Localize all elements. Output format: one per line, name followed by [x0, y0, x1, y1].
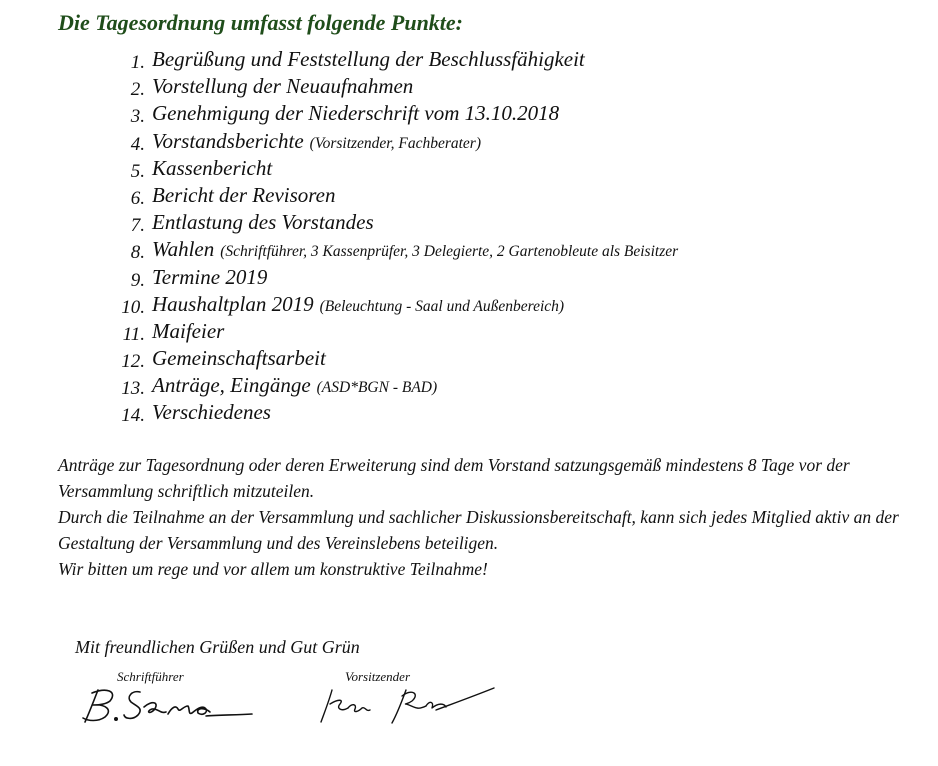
agenda-item-number: 2.	[130, 79, 145, 101]
agenda-item	[110, 399, 910, 426]
agenda-item-text	[152, 100, 565, 129]
agenda-item	[110, 182, 910, 209]
agenda-item-number: 1.	[130, 52, 145, 73]
agenda-item-number: 11.	[122, 323, 145, 345]
agenda-item-number: 10.	[121, 296, 145, 318]
signature-secretary	[80, 684, 255, 726]
agenda-item	[110, 209, 910, 236]
agenda-item-number: 14.	[121, 405, 145, 427]
agenda-item-note: (Vorsitzender, Fachberater)	[309, 134, 481, 152]
agenda-item-number: 8.	[130, 242, 145, 264]
agenda-item	[110, 100, 910, 127]
signature-role-chairman: Vorsitzender	[345, 669, 410, 684]
agenda-item-text	[152, 318, 230, 347]
agenda-item-title: Kassenbericht	[152, 155, 273, 180]
agenda-item	[110, 46, 910, 73]
agenda-item-title: Termine 2019	[152, 264, 268, 289]
agenda-item-number: 13.	[121, 378, 145, 400]
agenda-item-text	[152, 128, 481, 157]
agenda-item-title: Haushaltplan 2019	[152, 291, 314, 316]
agenda-item-text	[152, 264, 273, 293]
agenda-item	[110, 318, 910, 345]
agenda-item	[110, 345, 910, 372]
closing-greeting: Mit freundlichen Grüßen und Gut Grün	[75, 637, 360, 657]
agenda-item-note: (ASD*BGN - BAD)	[316, 379, 438, 397]
agenda-item-title: Maifeier	[152, 318, 225, 343]
paragraph-request: Wir bitten um rege und vor allem um konstruktive Teilnahme!	[58, 559, 488, 579]
agenda-item-title: Begrüßung und Feststellung der Beschlussfähigkeit	[152, 47, 585, 71]
agenda-item-text	[152, 46, 591, 75]
agenda-item-text	[152, 155, 278, 184]
paragraph-participation: Durch die Teilnahme an der Versammlung und sachlicher Diskussionsbereitschaft, kann sich jedes Mitglied aktiv an der Gestaltung der Versammlung und des Vereinslebens beteiligen.	[58, 507, 899, 553]
agenda-item-title: Entlastung des Vorstandes	[152, 210, 374, 235]
agenda-item	[110, 236, 910, 263]
agenda-item-title: Bericht der Revisoren	[152, 182, 336, 207]
agenda-item-note: (Schriftführer, 3 Kassenprüfer, 3 Delegierte, 2 Gartenobleute als Beisitzer	[220, 243, 679, 261]
agenda-item	[110, 73, 910, 100]
agenda-item-text	[152, 399, 277, 428]
agenda-item-text	[152, 73, 419, 102]
agenda-item-number: 5.	[130, 160, 145, 182]
agenda-item-note: (Beleuchtung - Saal und Außenbereich)	[319, 297, 565, 315]
agenda-item-title: Vorstandsberichte	[152, 128, 304, 153]
agenda-item-text	[152, 236, 678, 265]
agenda-item-text	[152, 182, 342, 211]
agenda-item-number: 6.	[130, 187, 145, 209]
agenda-item-number: 4.	[130, 133, 145, 155]
agenda-item-text	[152, 372, 437, 401]
agenda-item	[110, 128, 910, 155]
agenda-heading: Die Tagesordnung umfasst folgende Punkte:	[58, 10, 464, 35]
agenda-item-number: 3.	[130, 106, 145, 128]
agenda-item-title: Verschiedenes	[152, 400, 271, 425]
agenda-item	[110, 291, 910, 318]
agenda-item-title: Vorstellung der Neuaufnahmen	[152, 74, 414, 99]
signature-role-secretary: Schriftführer	[117, 669, 184, 684]
agenda-item-text	[152, 291, 564, 320]
paragraph-deadline: Anträge zur Tagesordnung oder deren Erweiterung sind dem Vorstand satzungsgemäß mindestens 8 Tage vor der Versammlung schriftlich mitzuteilen.	[58, 455, 850, 501]
body-text	[58, 452, 918, 582]
signature-chairman	[318, 684, 498, 726]
agenda-item	[110, 264, 910, 291]
agenda-item-number: 7.	[130, 215, 145, 237]
agenda-list	[110, 46, 910, 427]
agenda-item-number: 9.	[130, 269, 145, 291]
agenda-item	[110, 155, 910, 182]
agenda-item-title: Anträge, Eingänge	[152, 373, 311, 398]
agenda-item-title: Genehmigung der Niederschrift vom 13.10.2018	[152, 101, 560, 126]
agenda-item-number: 12.	[121, 351, 145, 373]
agenda-item-title: Gemeinschaftsarbeit	[152, 346, 326, 371]
agenda-item-text	[152, 209, 380, 238]
agenda-item-title: Wahlen	[152, 237, 215, 262]
agenda-item-text	[152, 345, 332, 374]
agenda-item	[110, 372, 910, 399]
